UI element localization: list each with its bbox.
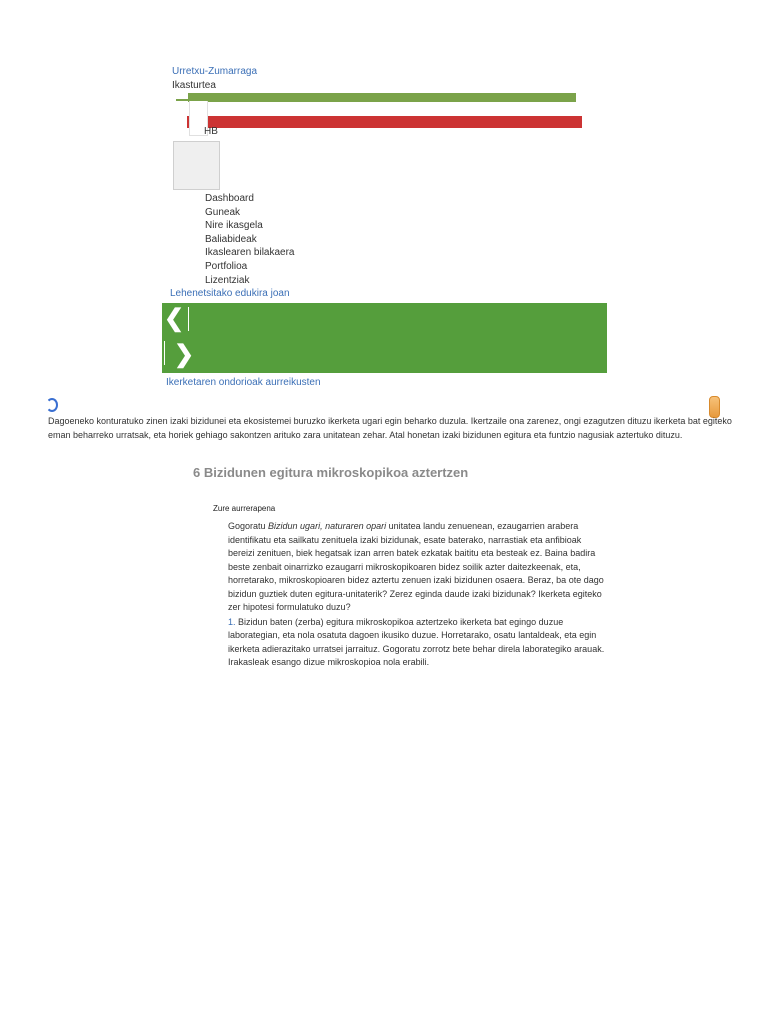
unit-title: Bizidun ugari, naturaren opari — [268, 521, 387, 531]
divider — [188, 307, 189, 331]
paragraph-2 — [228, 616, 608, 670]
nav-item-ikaslearen-bilakaera[interactable]: Ikaslearen bilakaera — [205, 247, 295, 259]
loading-icon — [46, 398, 58, 412]
section-title: 6 Bizidunen egitura mikroskopikoa aztertzen — [193, 465, 469, 480]
site-link[interactable]: Urretxu-Zumarraga — [172, 66, 258, 77]
progress-label: Zure aurrerapena — [213, 504, 276, 513]
chevron-left-icon[interactable]: ❮ — [164, 305, 185, 332]
nav-item-portfolioa[interactable]: Portfolioa — [205, 260, 248, 272]
nav-item-lizentziak[interactable]: Lizentziak — [205, 274, 250, 286]
skip-to-content-link[interactable]: Lehenetsitako edukira joan — [170, 288, 290, 299]
p1-start: Gogoratu — [228, 521, 269, 531]
intro-paragraph: Dagoeneko konturatuko zinen izaki bizidunei eta ekosistemei buruzko ikerketa ugari egin beharko duzula. Ikertzaile ona zarenez, ongi ezagutzen dituzu ikerketa bat egiteko eman beharreko urratsak, eta horiek gehiago sakontzen arituko zara unitatean zehar. Atal honetan izaki bizidunen egitura eta funtzio nagusiak aztertuko dituzu. — [48, 416, 732, 440]
section-body — [228, 520, 608, 671]
nav-item-dashboard[interactable]: Dashboard — [205, 193, 254, 204]
red-bar — [187, 116, 582, 128]
paragraph-1 — [228, 520, 608, 615]
navigation-panel — [162, 303, 607, 373]
step-number: 1. — [228, 616, 236, 627]
chevron-right-icon[interactable]: ❯ — [174, 341, 195, 368]
site-subtitle: Ikasturtea — [172, 80, 216, 91]
nav-item-guneak[interactable]: Guneak — [205, 206, 241, 218]
nav-item-baliabideak[interactable]: Baliabideak — [205, 233, 257, 245]
avatar[interactable] — [173, 141, 220, 190]
p2-text: Bizidun baten (zerba) egitura mikroskopikoa aztertzeko ikerketa bat egingo duzue laborategian, eta nola osatuta dagoen ikusiko duzue. Horretarako, osatu lantaldeak, eta egin ikerketa adierazitako urratsei jarraituz. Gogoratu zorrotz bete behar direla laborategiko arauak. Irakasleak esango dizue mikroskopioa nola erabili. — [228, 616, 605, 667]
prev-section-link[interactable]: Ikerketaren ondorioak aurreikusten — [166, 377, 321, 388]
main-nav — [205, 192, 295, 287]
green-progress-bar — [188, 93, 576, 102]
nav-item-nire-ikasgela[interactable]: Nire ikasgela — [205, 220, 263, 232]
user-initials: HB — [204, 126, 218, 137]
divider — [164, 341, 165, 365]
p1-rest: unitatea landu zenuenean, ezaugarrien arabera identifikatu eta sailkatu zenituela izaki bizidunak, esate baterako, narrastiak eta anfibioak bereizi zenituen, biek hegatsak izan arren batek ezkatak baititu eta besteak ez. Baina badira beste zenbait oinarrizko ezaugarri mikroskopikoaren bidez soilik azter daitezkeenak, eta, horretarako, mikroskopioaren bidez aztertu zenuen izaki bizidunen osaera. Beraz, ba ote dago bizidun guztiek duten egitura-unitaterik? Zerez eginda daude izaki bizidunak? Ikerketa egiteko zer hipotesi formulatuko duzu? — [228, 521, 604, 612]
green-bar-stub — [176, 99, 188, 101]
